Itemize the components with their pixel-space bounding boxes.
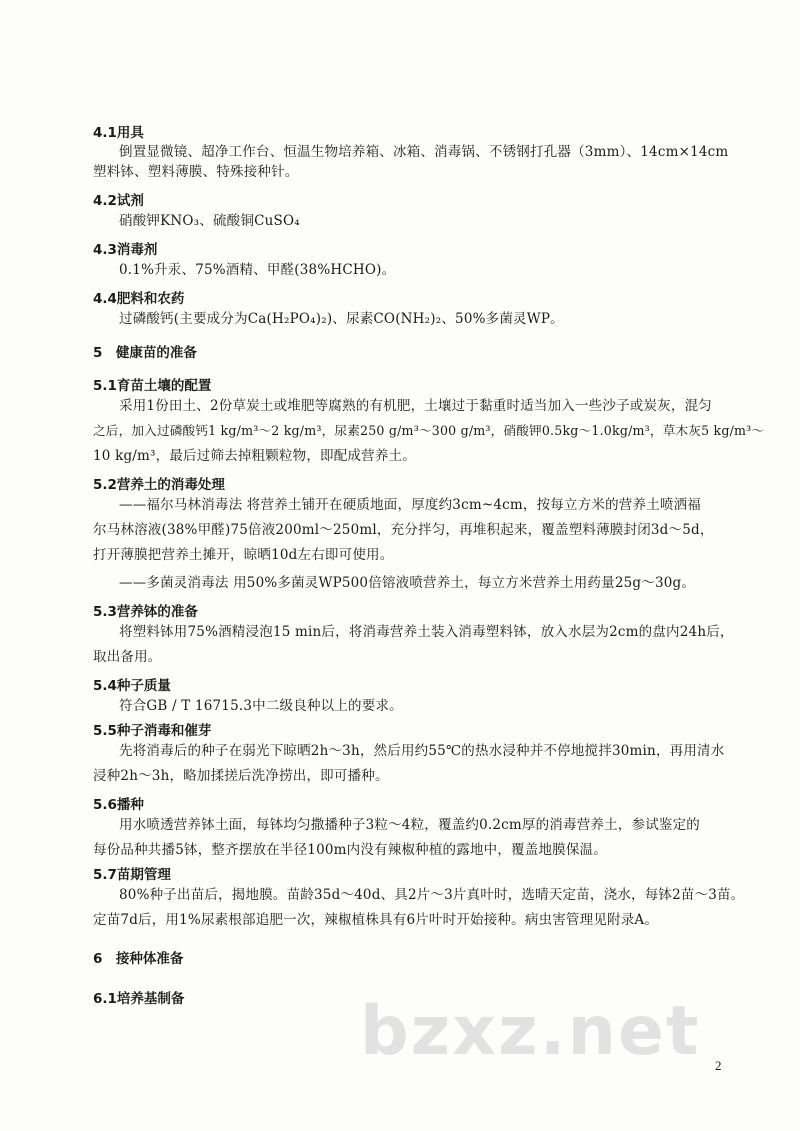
text-line: 符合GB / T 16715.3中二级良种以上的要求。 — [119, 698, 403, 714]
heading-6-1: 6.1培养基制备 — [93, 991, 185, 1007]
heading-5-1: 5.1育苗土壤的配置 — [93, 378, 212, 394]
text-line: 先将消毒后的种子在弱光下晾晒2h～3h，然后用约55℃的热水浸种并不停地搅拌30min，再用清水 — [119, 743, 725, 759]
text-line: 10 kg/m³，最后过筛去掉粗颗粒物，即配成营养土。 — [93, 448, 416, 464]
text-line: 尔马林溶液(38%甲醛)75倍液200ml～250ml，充分拌匀，再堆积起来，覆盖塑料薄膜封闭3d～5d， — [93, 522, 714, 538]
heading-5-6: 5.6播种 — [93, 797, 144, 813]
text-line: 定苗7d后，用1%尿素根部追肥一次，辣椒植株具有6片叶时开始接种。病虫害管理见附录A。 — [93, 912, 659, 928]
text-line: 硝酸钾KNO₃、硫酸铜CuSO₄ — [119, 213, 300, 229]
text-line: 塑料钵、塑料薄膜、特殊接种针。 — [93, 164, 299, 180]
heading-5-3: 5.3营养钵的准备 — [93, 604, 198, 620]
text-line: 打开薄膜把营养土摊开，晾晒10d左右即可使用。 — [93, 547, 394, 563]
heading-5-2: 5.2营养土的消毒处理 — [93, 477, 225, 493]
text-line: 倒置显微镜、超净工作台、恒温生物培养箱、冰箱、消毒锅、不锈钢打孔器（3mm）、14cm×14cm — [119, 144, 729, 160]
text-line: 之后，加入过磷酸钙1 kg/m³～2 kg/m³，尿素250 g/m³～300 g/m³，硝酸钾0.5kg～1.0kg/m³，草木灰5 kg/m³～ — [93, 423, 765, 438]
text-line: 80%种子出苗后，揭地膜。苗龄35d～40d、具2片～3片真叶时，选晴天定苗，浇水，每钵2苗～3苗。 — [119, 887, 745, 903]
heading-5-5: 5.5种子消毒和催芽 — [93, 723, 212, 739]
heading-5: 5 健康苗的准备 — [93, 345, 197, 361]
heading-6: 6 接种体准备 — [93, 951, 184, 967]
text-line: ——福尔马林消毒法 将营养土铺开在硬质地面，厚度约3cm~4cm，按每立方米的营养土喷洒福 — [119, 497, 702, 513]
heading-4-3: 4.3消毒剂 — [93, 242, 158, 258]
heading-4-2: 4.2试剂 — [93, 193, 144, 209]
heading-4-4: 4.4肥料和农药 — [93, 291, 185, 307]
heading-5-4: 5.4种子质量 — [93, 678, 171, 694]
text-line: 过磷酸钙(主要成分为Ca(H₂PO₄)₂)、尿素CO(NH₂)₂、50%多菌灵WP。 — [119, 311, 564, 327]
text-line: 采用1份田土、2份草炭土或堆肥等腐熟的有机肥，土壤过于黏重时适当加入一些沙子或炭灰，混匀 — [119, 398, 712, 414]
watermark: bzxz.net — [360, 992, 701, 1071]
text-line: 0.1%升汞、75%酒精、甲醛(38%HCHO)。 — [119, 262, 396, 278]
text-line: 取出备用。 — [93, 649, 162, 665]
text-line: 浸种2h～3h，略加揉搓后洗净捞出，即可播种。 — [93, 768, 389, 784]
heading-4-1: 4.1用具 — [93, 125, 144, 141]
text-line: 将塑料钵用75%酒精浸泡15 min后，将消毒营养土装入消毒塑料钵，放入水层为2cm的盘内24h后， — [119, 624, 734, 640]
text-line: 每份品种共播5钵，整齐摆放在半径100m内没有辣椒种植的露地中，覆盖地膜保温。 — [93, 842, 607, 858]
text-line: 用水喷透营养钵土面，每钵均匀撒播种子3粒～4粒，覆盖约0.2cm厚的消毒营养土，参试鉴定的 — [119, 817, 701, 833]
page-number: 2 — [715, 1058, 722, 1073]
text-line: ——多菌灵消毒法 用50%多菌灵WP500倍镕液喷营养土，每立方米营养土用药量25g～30g。 — [119, 575, 696, 591]
heading-5-7: 5.7苗期管理 — [93, 867, 171, 883]
